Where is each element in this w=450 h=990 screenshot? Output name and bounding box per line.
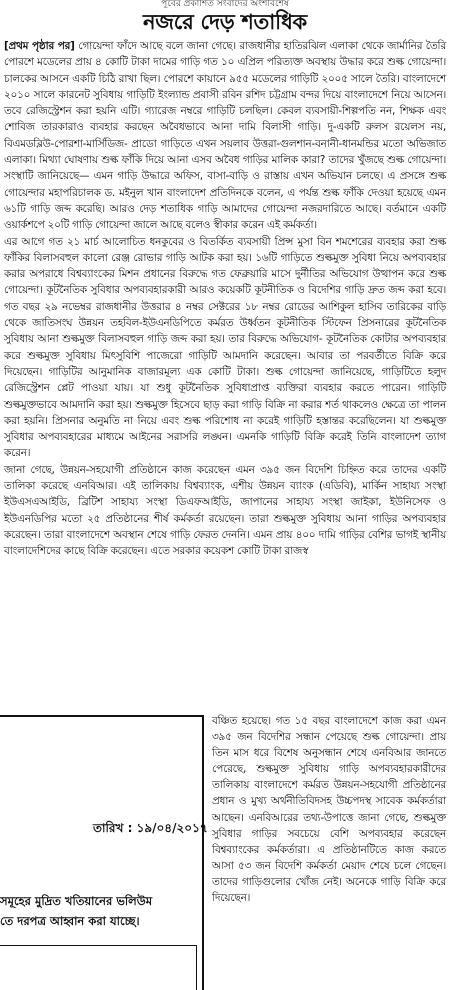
notice-date: তারিখ : ১৯/০৪/২০১৭ — [93, 821, 208, 835]
notice-inner-frame — [0, 945, 197, 990]
article-paragraph: এর আগে গত ২১ মার্চ আলোচিত ধনকুবের ও বিতর্কিত ব্যবসায়ী প্রিন্স মুসা বিন শমশেরের ব্যবহার করা শুল্ক ফাঁকির বিলাসবহুল কালো রেঞ্জ রোভার গাড়ি আটক করা হয়। ১৬টি গাড়িতে শুল্কমুক্ত সুবিধা নিয়ে অপব্যবহার করার অপরাধে বিশ্বব্যাংকের মিশন প্রধানের বিরুদ্ধে গত ফেব্রুয়ারি মাসে দুর্নীতির অভিযোগ উত্থাপন করে শুল্ক গোয়েন্দা। কূটনৈতিক সুবিধার অপব্যবহারকারী আরও কয়েকটি কূটনীতিক ও বিদেশির গাড়ি দ্রুত জব্দ করা হবে। গত বছর ২৯ নভেম্বর রাজধানীর উত্তরার ৪ নম্বর সেক্টরের ১৮ নম্বর রোডের আশিকুল হাসিব তারিকের বাড়ি থেকে জাতিসংঘ উন্নয়ন তহবিল-ইউএনডিপিতে কর্মরত উর্ধ্বতন কূটনীতিক স্টিফেন প্রিসনারের কূটনৈতিক সুবিধায় আনা শুল্কমুক্ত বিলাসবহুল গাড়ি জব্দ করা হয়। তার বিরুদ্ধে অভিযোগ- কূটনৈতিক কোটার অপব্যবহার করে শুল্কমুক্ত সুবিধায় মিৎসুবিশি পাজেরো গাড়িটি আমদানি করেছেন। আবার তা পরবর্তীতে বিক্রি করে দিয়েছেন। গাড়িটির আনুমানিক বাজারমূল্য এক কোটি টাকা। শুল্ক গোয়েন্দা জানিয়েছে, গাড়িটিতে হলুদ রেজিস্ট্রেশন প্লেট পাওয়া যায়। যা শুধু কূটনৈতিক সুবিধাপ্রাপ্ত ব্যক্তিরা ব্যবহার করতে পারেন। গাড়িটি শুল্কমুক্তভাবে আমদানি করা হয়। শুল্কমুক্ত হিসেবে ছাড় করা গাড়ি বিক্রি না করার শর্ত থাকলেও ক্ষেত্রে তা পালন করা হয়নি। প্রিসনার অনুমতি না নিয়ে এবং শুল্ক পরিশোধ না করেই গাড়িটি হস্তান্তর করেছিলেন। যা শুল্কমুক্ত সুবিধার অপব্যবহারের মাধ্যমে আইনের সরাসরি লঙ্ঘন। এমনকি গাড়িটি বিক্রি করেই তিনি বাংলাদেশ ত্যাগ করেন। — [4, 235, 446, 460]
bottom-section — [0, 713, 450, 990]
previous-item-fragment: পূর্বের প্রকাশিত সংবাদের অংশবিশেষ — [161, 0, 289, 8]
article-continuation-column: বঞ্চিত হয়েছে। গত ১৫ বছর বাংলাদেশে কাজ করা এমন ৩৯৫ জন বিদেশির সন্ধান পেয়েছে শুল্ক গোয়েন্দা। প্রায় তিন মাস ধরে বিশেষ অনুসন্ধান শেষে এনবিআর জানতে পেরেছে, শুল্কমুক্ত সুবিধায় গাড়ি অপব্যবহারকারীদের তালিকায় বাংলাদেশে কর্মরত উন্নয়ন-সহযোগী প্রতিষ্ঠানের প্রধান ও মুখ্য অর্থনীতিবিদসহ উচ্চপদস্থ সাবেক কর্মকর্তারা আছেন। এনবিআরের তথ্য-উপাত্তে জানা গেছে, শুল্কমুক্ত সুবিধার গাড়ির সবচেয়ে বেশি অপব্যবহার করেছেন বিশ্বব্যাংকের কর্মকর্তারা। এ প্রতিষ্ঠানটিতে কাজ করতে আসা ৫৩ জন বিদেশি কর্মকর্তা মেয়াদ শেষে চলে গেছেন। তাদের গাড়িগুলোর খোঁজ নেই। অনেকে গাড়ি বিক্রি করে দিয়েছেন। — [212, 715, 446, 905]
continuation-label: [প্রথম পৃষ্ঠার পর] — [4, 40, 75, 52]
notice-line: তে দরপত্র আহ্বান করা যাচ্ছে। — [0, 914, 140, 928]
tender-notice-box — [0, 715, 208, 990]
notice-line: সমূহের মুদ্রিত খতিয়ানের ভলিউম — [0, 894, 153, 908]
article-body — [4, 38, 446, 560]
headline: নজরে দেড় শতাধিক — [143, 10, 307, 34]
paragraph-text: গোয়েন্দা ফাঁদে আছে বলে জানা গেছে। রাজধানীর হাতিরঝিল এলাকা থেকে জার্মানির তৈরি পোরশে মডেলের প্রায় ৪ কোটি টাকা দামের গাড়ি গত ১০ এপ্রিল পরিত্যক্ত অবস্থায় উদ্ধার করে শুল্ক গোয়েন্দা। চালকের আসনে একটি চিঠি রাখা ছিল। পোরশে কায়ানে ৯৫৫ মডেলের গাড়িটি ২০০৫ সালে তৈরি। বাংলাদেশে ২০১০ সালে কারনেট সুবিধায় গাড়িটি ইংল্যান্ড প্রবাসী রবিন রশিদ চট্টগ্রাম বন্দর দিয়ে বাংলাদেশে নিয়ে আসেন। তবে রেজিস্ট্রেশন করা হয়নি এটি। গ্যারেজ নম্বরে গাড়িটি চলছিল। কেবল ব্যবসায়ী-শিল্পপতি নন, শিক্ষক এবং শোবিজ তারকারাও ব্যবহার করছেন অবৈধভাবে আনা দামি বিলাসী গাড়ি। দু-একটি রুলস রয়েলস নয়, বিএমডব্লিউ-পোরশা-মার্সিডিজ- প্রাডো গাড়িতে এখন সয়লাব উত্তরা-গুলশান-বনানী-ধানমন্ডির মতো অভিজাত এলাকা। মিথ্যা ঘোষণায় শুল্ক ফাঁকি দিয়ে আনা এসব অবৈধ গাড়ির মালিক কারা? তাদের খুঁজছে শুল্ক গোয়েন্দা। সংস্থাটি জানিয়েছে— এমন গাড়ি উদ্ধারে অফিস, বাসা-বাড়ি ও রাস্তায় এখন অভিযান চলছে। এ প্রসঙ্গে শুল্ক গোয়েন্দার মহাপরিচালক ড. মইনুল খান বাংলাদেশ প্রতিদিনকে বলেন, এ পর্যন্ত শুল্ক ফাঁকি দেওয়া হয়েছে এমন ৬১টি গাড়ি জব্দ করেছি। আরও দেড় শতাধিক গাড়ি আমাদের গোয়েন্দা নজরদারিতে আছে। বর্তমানে একটি ওয়ার্কশপে ২০টি গাড়ি গোয়েন্দা জালে আছে বলেও স্বীকার করেন এই কর্মকর্তা। — [4, 40, 446, 232]
article-paragraph — [4, 38, 446, 234]
article-paragraph: জানা গেছে, উন্নয়ন-সহযোগী প্রতিষ্ঠানে কাজ করেছেন এমন ৩৯৫ জন বিদেশি চিহ্নিত করে তাদের একটি তালিকা করেছে এনবিআর। এই তালিকায় বিশ্বব্যাংক, এশীয় উন্নয়ন ব্যাংক (এডিবি), মার্কিন সাহায্য সংস্থা ইউএসএআইডি, ব্রিটিশ সাহায্য সংস্থা ডিএফআইডি, জাপানের সাহায্য সংস্থা জাইকা, ইউনিসেফ ও ইউএনডিপির মতো ২৫ প্রতিষ্ঠানের শীর্ষ কর্মকর্তা রয়েছেন। তারা শুল্কমুক্ত সুবিধায় আনা গাড়ির অপব্যবহার করেছেন। তারা বাংলাদেশে অবস্থান শেষে গাড়ি ফেরত দেননি। এমন প্রায় ৪০০ দামি গাড়ির বেশির ভাগই স্থানীয় বাংলাদেশিদের কাছে বিক্রি করেছেন। এতে সরকার কয়েকশ কোটি টাকা রাজস্ব — [4, 463, 446, 558]
